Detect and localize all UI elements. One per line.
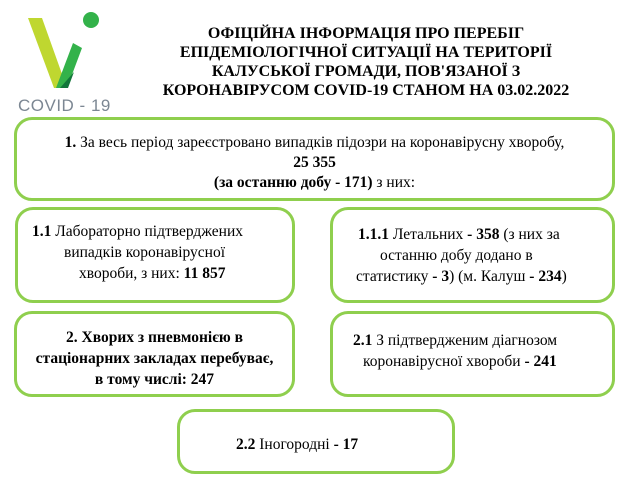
lab-confirmed-label-line2: випадків коронавірусної	[64, 244, 226, 261]
nonresident-box	[177, 409, 455, 474]
covid-logo	[14, 8, 114, 115]
deaths-note-line2: останню добу додано в	[380, 247, 533, 264]
lab-confirmed-label: Лабораторно підтверджених	[51, 223, 244, 240]
v-logo-icon	[22, 8, 112, 96]
nonresident-value: - 17	[333, 436, 359, 453]
closing-paren: )	[561, 268, 567, 285]
pneumonia-value: в тому числі: 247	[94, 371, 215, 388]
lab-confirmed-label-line3: хвороби, з них:	[79, 265, 184, 282]
deaths-note: (з них за	[499, 226, 560, 243]
last-day-cases: (за останню добу - 171)	[213, 174, 373, 191]
title-line: ЕПІДЕМІОЛОГІЧНОЇ СИТУАЦІЇ НА ТЕРИТОРІЇ	[179, 44, 553, 61]
total-cases-value: 25 355	[293, 154, 336, 171]
pneumonia-label: 2. Хворих з пневмонією в	[66, 329, 243, 346]
deaths-note-line3: статистику	[356, 268, 433, 285]
confirmed-diagnosis-value: - 241	[524, 353, 557, 370]
page-title	[116, 24, 616, 100]
of-them-label: з них:	[372, 174, 416, 191]
item-number: 1.1	[32, 223, 52, 240]
item-number: 1.	[64, 134, 77, 151]
title-line: КАЛУСЬКОЇ ГРОМАДИ, ПОВ'ЯЗАНОЇ З	[211, 63, 521, 80]
deaths-box	[330, 207, 615, 303]
item-number: 2.2	[236, 436, 256, 453]
deaths-label: Летальних	[389, 226, 468, 243]
total-cases-label: За весь період зареєстровано випадків підозри на коронавірусну хворобу,	[76, 134, 565, 151]
title-line: КОРОНАВІРУСОМ COVID-19 СТАНОМ НА 03.02.2022	[162, 82, 570, 99]
confirmed-diagnosis-box	[330, 311, 615, 397]
logo-text: COVID - 19	[18, 96, 111, 115]
confirmed-diagnosis-label-line2: коронавірусної хвороби	[363, 353, 525, 370]
total-cases-box	[14, 117, 615, 201]
item-number: 2.1	[353, 332, 373, 349]
deaths-value: - 358	[467, 226, 500, 243]
lab-confirmed-box	[15, 207, 295, 303]
kalush-deaths-value: - 234	[529, 268, 562, 285]
pneumonia-label-line2: стаціонарних закладах перебуває,	[35, 350, 274, 367]
title-line: ОФІЦІЙНА ІНФОРМАЦІЯ ПРО ПЕРЕБІГ	[207, 25, 525, 42]
kalush-label: ) (м. Калуш	[449, 268, 530, 285]
deaths-last-day-value: - 3	[432, 268, 450, 285]
item-number: 1.1.1	[358, 226, 389, 243]
confirmed-diagnosis-label: З підтвердженим діагнозом	[372, 332, 558, 349]
pneumonia-box	[14, 311, 295, 397]
lab-confirmed-value: 11 857	[183, 265, 226, 282]
nonresident-label: Іногородні	[255, 436, 334, 453]
